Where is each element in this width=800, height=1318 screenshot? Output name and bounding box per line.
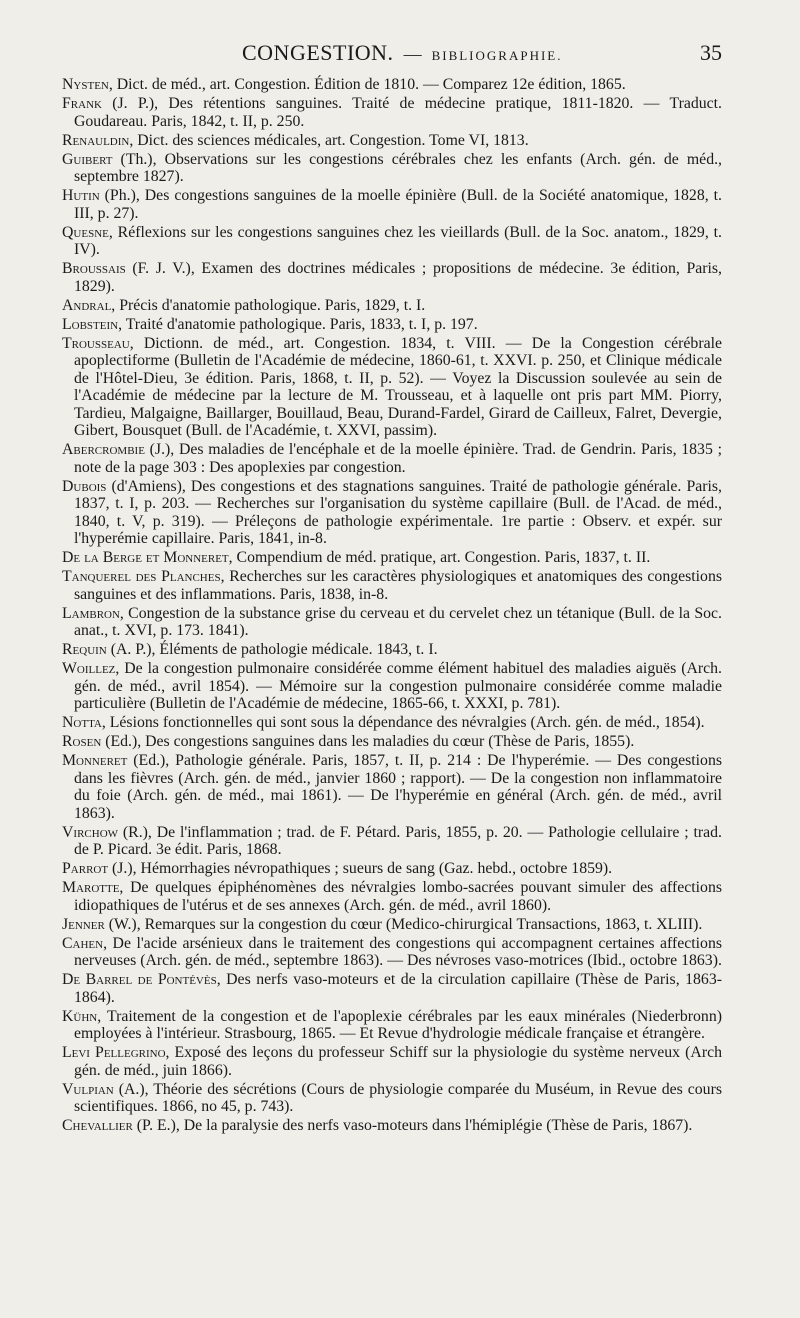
entry-author: Vulpian bbox=[62, 1080, 114, 1098]
entry-text: (Th.), Observations sur les congestions cérébrales chez les enfants (Arch. gén. de méd., septembre 1827). bbox=[74, 150, 722, 185]
entry-author: Frank bbox=[62, 95, 102, 112]
bibliography-entry bbox=[62, 549, 722, 567]
bibliography-entry bbox=[62, 478, 722, 548]
entry-text: Dict. de méd., art. Congestion. Édition de 1810. — Comparez 12e édition, 1865. bbox=[112, 76, 626, 93]
entry-author: Hutin bbox=[62, 187, 100, 204]
entry-text: (J.), Hémorrhagies névropathiques ; sueurs de sang (Gaz. hebd., octobre 1859). bbox=[108, 860, 613, 877]
entry-author: Marotte, bbox=[62, 879, 124, 896]
title-dash: — bbox=[403, 44, 422, 64]
section-subtitle: BIBLIOGRAPHIE. bbox=[431, 48, 563, 63]
bibliography-entry bbox=[62, 335, 722, 440]
bibliography-entry bbox=[62, 316, 722, 334]
page-number: 35 bbox=[700, 40, 722, 65]
entry-text: (Ed.), Pathologie générale. Paris, 1857, t. II, p. 214 : De l'hyperémie. — Des congestions dans les fièvres (Arch. gén. de méd., janvier 1860 ; rapport). — De la congestion non inflammatoire du foie (Arch. gén. de méd., mai 1861). — De l'hyperémie en général (Arch. gén. de méd., avril 1863). bbox=[74, 752, 722, 822]
bibliography-entry bbox=[62, 714, 722, 732]
entry-text: (A.), Théorie des sécrétions (Cours de physiologie comparée du Muséum, in Revue des cours scientifiques. 1866, no 45, p. 743). bbox=[74, 1080, 722, 1115]
entry-text: (J. P.), Des rétentions sanguines. Traité de médecine pratique, 1811-1820. — Traduct. Goudareau. Paris, 1842, t. II, p. 250. bbox=[74, 95, 722, 130]
entry-author: Renauldin, bbox=[62, 131, 134, 149]
bibliography-list bbox=[62, 76, 722, 1135]
entry-author: Tanquerel des Planches, bbox=[62, 568, 225, 585]
bibliography-entry bbox=[62, 151, 722, 186]
entry-text: Dictionn. de méd., art. Congestion. 1834, t. VIII. — De la Congestion cérébrale apoplectiforme (Bulletin de l'Académie de médecine, 1860-61, t. XXVI. p. 250, et Clinique médicale de l'Hôtel-Dieu, 3e édition. Paris, 1868, t. II, p. 52). — Voyez la Discussion soulevée au sein de l'Académie de médecine par la lecture de M. Trousseau, et à laquelle ont pris part MM. Piorry, Tardieu, Malgaigne, Baillarger, Bouillaud, Beau, Durand-Fardel, Girard de Cailleux, Falret, Devergie, Gibert, Bousquet (Bull. de l'Académie, t. XXVI, passim). bbox=[74, 334, 722, 439]
entry-author: Trousseau, bbox=[62, 334, 134, 352]
entry-author: Cahen, bbox=[62, 934, 108, 952]
entry-author: Guibert bbox=[62, 150, 113, 168]
entry-text: Traitement de la congestion et de l'apoplexie cérébrales par les eaux minérales (Niederbronn) employées à l'intérieur. Strasbourg, 1865. — Et Revue d'hydrologie médicale française et étrangère. bbox=[74, 1007, 722, 1042]
entry-text: Compendium de méd. pratique, art. Congestion. Paris, 1837, t. II. bbox=[232, 549, 651, 566]
bibliography-entry bbox=[62, 733, 722, 751]
bibliography-entry bbox=[62, 1008, 722, 1043]
entry-author: Dubois bbox=[62, 477, 107, 495]
entry-author: Virchow bbox=[62, 823, 119, 841]
entry-author: Broussais bbox=[62, 260, 126, 277]
bibliography-entry bbox=[62, 971, 722, 1006]
entry-author: Kühn, bbox=[62, 1007, 102, 1025]
entry-text: (Ph.), Des congestions sanguines de la moelle épinière (Bull. de la Société anatomique, 1828, t. III, p. 27). bbox=[74, 187, 722, 222]
entry-author: Andral, bbox=[62, 296, 116, 314]
bibliography-entry bbox=[62, 441, 722, 476]
entry-text: Précis d'anatomie pathologique. Paris, 1829, t. I. bbox=[115, 296, 426, 314]
bibliography-entry bbox=[62, 860, 722, 878]
entry-author: Abercrombie bbox=[62, 441, 145, 458]
entry-author: Woillez, bbox=[62, 660, 120, 677]
entry-author: Nysten, bbox=[62, 76, 113, 93]
entry-text: Congestion de la substance grise du cerveau et du cervelet chez un tétanique (Bull. de la Soc. anat., t. XVI, p. 173. 1841). bbox=[74, 604, 722, 639]
entry-text: De quelques épiphénomènes des névralgies lombo-sacrées pouvant simuler des affections idiopathiques de l'utérus et de ses annexes (Arch. gén. de méd., avril 1860). bbox=[74, 879, 722, 914]
bibliography-entry bbox=[62, 187, 722, 222]
bibliography-entry bbox=[62, 935, 722, 970]
entry-author: Lambron, bbox=[62, 604, 124, 622]
entry-text: Des nerfs vaso-moteurs et de la circulation capillaire (Thèse de Paris, 1863-1864). bbox=[74, 971, 722, 1006]
entry-author: Lobstein, bbox=[62, 315, 123, 333]
entry-author: De la Berge et Monneret, bbox=[62, 549, 233, 566]
entry-text: De l'acide arsénieux dans le traitement des congestions qui accompagnent certaines affections nerveuses (Arch. gén. de méd., septembre 1863). — Des névroses vaso-motrices (Ibid., octobre 1863). bbox=[74, 934, 722, 969]
entry-text: (Ed.), Des congestions sanguines dans les maladies du cœur (Thèse de Paris, 1855). bbox=[101, 733, 635, 750]
entry-author: Requin bbox=[62, 641, 107, 658]
entry-text: Lésions fonctionnelles qui sont sous la dépendance des névralgies (Arch. gén. de méd., 1854). bbox=[105, 714, 705, 731]
bibliography-entry bbox=[62, 568, 722, 603]
entry-text: (W.), Remarques sur la congestion du cœur (Medico-chirurgical Transactions, 1863, t. XLIII). bbox=[104, 915, 703, 933]
bibliography-entry bbox=[62, 605, 722, 640]
entry-author: Monneret bbox=[62, 752, 128, 769]
bibliography-entry bbox=[62, 224, 722, 259]
bibliography-entry bbox=[62, 1117, 722, 1135]
entry-text: (P. E.), De la paralysie des nerfs vaso-moteurs dans l'hémiplégie (Thèse de Paris, 1867). bbox=[132, 1117, 693, 1134]
entry-author: De Barrel de Pontévès, bbox=[62, 971, 221, 988]
bibliography-entry bbox=[62, 1081, 722, 1116]
bibliography-entry bbox=[62, 76, 722, 94]
entry-author: Levi Pellegrino, bbox=[62, 1044, 170, 1061]
entry-text: (J.), Des maladies de l'encéphale et de la moelle épinière. Trad. de Gendrin. Paris, 1835 ; note de la page 303 : Des apoplexies par congestion. bbox=[74, 441, 722, 476]
bibliography-entry bbox=[62, 641, 722, 659]
bibliography-entry bbox=[62, 660, 722, 713]
bibliography-entry bbox=[62, 752, 722, 822]
entry-author: Notta, bbox=[62, 714, 106, 731]
bibliography-entry bbox=[62, 824, 722, 859]
entry-text: (A. P.), Éléments de pathologie médicale. 1843, t. I. bbox=[106, 641, 438, 658]
entry-text: Recherches sur les caractères physiologiques et anatomiques des congestions sanguines et des inflammations. Paris, 1838, in-8. bbox=[74, 568, 722, 603]
entry-text: Exposé des leçons du professeur Schiff sur la physiologie du système nerveux (Arch gén. de méd., juin 1866). bbox=[74, 1044, 722, 1079]
entry-author: Parrot bbox=[62, 860, 109, 877]
entry-text: (d'Amiens), Des congestions et des stagnations sanguines. Traité de pathologie générale. Paris, 1837, t. I, p. 203. — Recherches sur l'organisation du système capillaire (Bull. de l'Acad. de méd., 1840, t. V, p. 319). — Préleçons de pathologie expérimentale. 1re partie : Observ. et expér. sur l'hyperémie capillaire. Paris, 1841, in-8. bbox=[74, 477, 722, 547]
running-head bbox=[62, 40, 722, 72]
entry-text: Traité d'anatomie pathologique. Paris, 1833, t. I, p. 197. bbox=[122, 315, 478, 333]
entry-author: Rosen bbox=[62, 733, 102, 750]
bibliography-entry bbox=[62, 1044, 722, 1079]
entry-author: Jenner bbox=[62, 915, 105, 933]
entry-text: (R.), De l'inflammation ; trad. de F. Pétard. Paris, 1855, p. 20. — Pathologie cellulaire ; trad. de P. Picard. 3e édit. Paris, 1868. bbox=[74, 823, 722, 858]
bibliography-entry bbox=[62, 95, 722, 130]
bibliography-entry bbox=[62, 297, 722, 315]
entry-text: Dict. des sciences médicales, art. Congestion. Tome VI, 1813. bbox=[133, 131, 529, 149]
entry-text: (F. J. V.), Examen des doctrines médicales ; propositions de médecine. 3e édition, Paris, 1829). bbox=[74, 260, 722, 295]
bibliography-entry bbox=[62, 879, 722, 914]
entry-text: Réflexions sur les congestions sanguines chez les vieillards (Bull. de la Soc. anatom., 1829, t. IV). bbox=[74, 223, 722, 258]
bibliography-entry bbox=[62, 132, 722, 150]
entry-author: Quesne, bbox=[62, 223, 113, 241]
entry-text: De la congestion pulmonaire considérée comme élément habituel des maladies aiguës (Arch. gén. de méd., avril 1854). — Mémoire sur la congestion pulmonaire considérée comme maladie particulière (Bulletin de l'Académie de médecine, 1865-66, t. XXXI, p. 781). bbox=[74, 660, 722, 712]
entry-author: Chevallier bbox=[62, 1117, 133, 1134]
bibliography-entry bbox=[62, 916, 722, 934]
bibliography-entry bbox=[62, 260, 722, 295]
running-title bbox=[242, 40, 562, 66]
section-title: CONGESTION. bbox=[242, 40, 394, 65]
